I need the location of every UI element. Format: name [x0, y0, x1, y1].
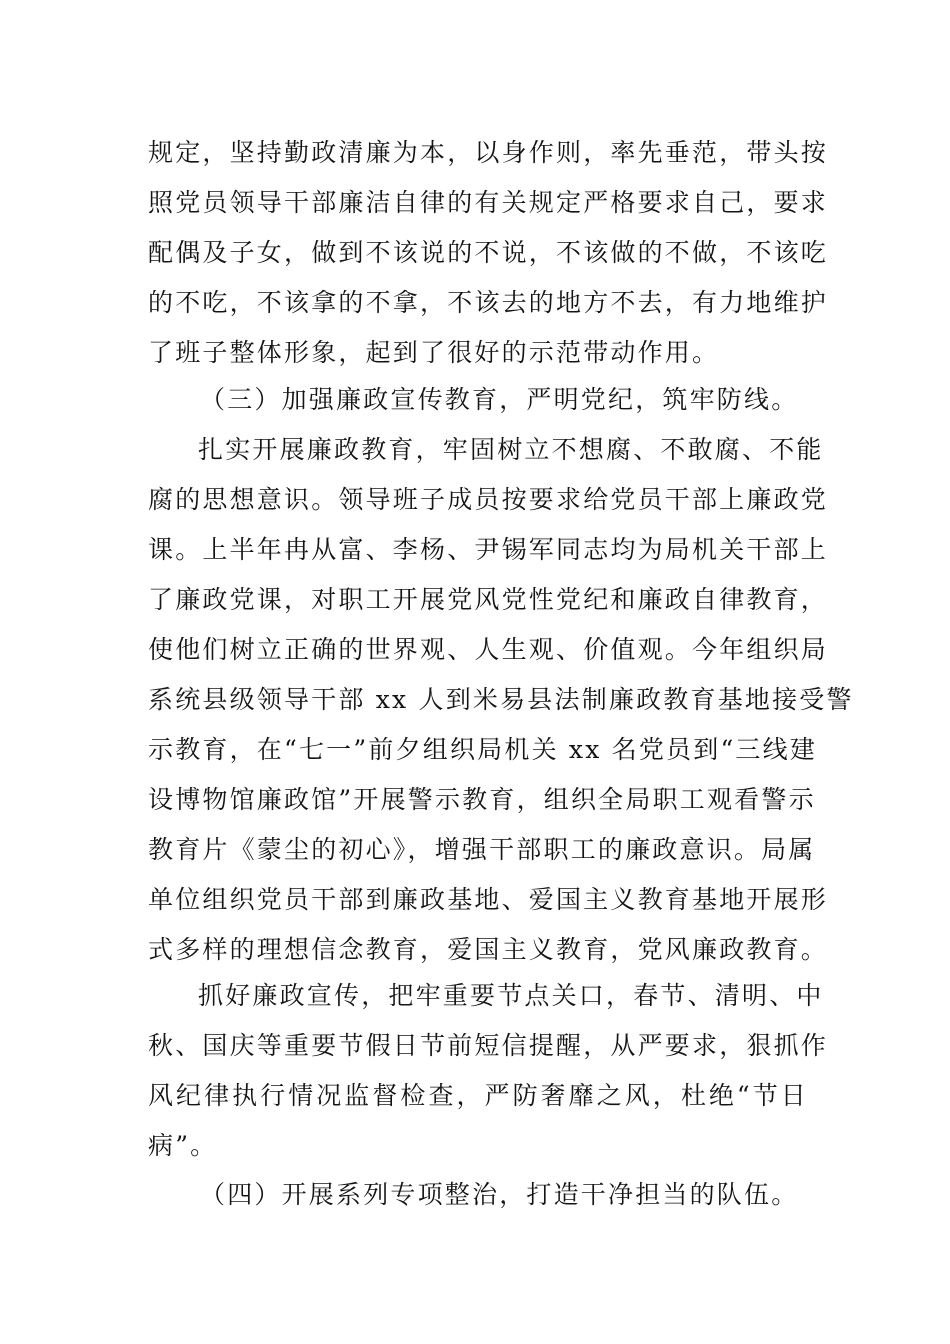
paragraph-line: 单位组织党员干部到廉政基地、爱国主义教育基地开展形 [148, 885, 829, 914]
paragraph-line: 抓好廉政宣传，把牢重要节点关口，春节、清明、中 [198, 981, 824, 1010]
paragraph-line: 使他们树立正确的世界观、人生观、价值观。今年组织局 [148, 635, 829, 664]
paragraph-line: 教育片《蒙尘的初心》，增强干部职工的廉政意识。局属 [148, 835, 816, 864]
paragraph-line: 示教育，在“七一”前夕组织局机关 xx 名党员到“三线建 [148, 735, 818, 764]
paragraph-2 [148, 425, 854, 975]
paragraph-1 [148, 128, 829, 378]
heading-text: （四）开展系列专项整治，打造干净担当的队伍。 [200, 1180, 799, 1209]
heading-text: （三）加强廉政宣传教育，严明党纪，筑牢防线。 [200, 385, 799, 414]
paragraph-line: 系统县级领导干部 xx 人到米易县法制廉政教育基地接受警 [148, 685, 854, 714]
paragraph-line: 了廉政党课，对职工开展党风党性党纪和廉政自律教育， [148, 585, 829, 614]
paragraph-line: 配偶及子女，做到不该说的不说，不该做的不做，不该吃 [148, 238, 829, 267]
paragraph-line: 规定，坚持勤政清廉为本，以身作则，率先垂范，带头按 [148, 138, 829, 167]
paragraph-line: 病”。 [148, 1131, 218, 1160]
paragraph-line: 设博物馆廉政馆”开展警示教育，组织全局职工观看警示 [148, 785, 816, 814]
paragraph-line: 的不吃，不该拿的不拿，不该去的地方不去，有力地维护 [148, 288, 829, 317]
paragraph-line: 腐的思想意识。领导班子成员按要求给党员干部上廉政党 [148, 485, 829, 514]
paragraph-line: 照党员领导干部廉洁自律的有关规定严格要求自己，要求 [148, 188, 829, 217]
paragraph-line: 秋、国庆等重要节假日节前短信提醒，从严要求，狠抓作 [148, 1031, 829, 1060]
paragraph-line: 风纪律执行情况监督检查，严防奢靡之风，杜绝“节日 [148, 1081, 808, 1110]
paragraph-line: 扎实开展廉政教育，牢固树立不想腐、不敢腐、不能 [198, 435, 824, 464]
paragraph-3 [148, 971, 829, 1171]
paragraph-line: 式多样的理想信念教育，爱国主义教育，党风廉政教育。 [148, 935, 829, 964]
section-heading-3 [200, 375, 808, 425]
section-heading-4 [200, 1170, 808, 1220]
paragraph-line: 课。上半年冉从富、李杨、尹锡军同志均为局机关干部上 [148, 535, 829, 564]
paragraph-line: 了班子整体形象，起到了很好的示范带动作用。 [148, 338, 720, 367]
